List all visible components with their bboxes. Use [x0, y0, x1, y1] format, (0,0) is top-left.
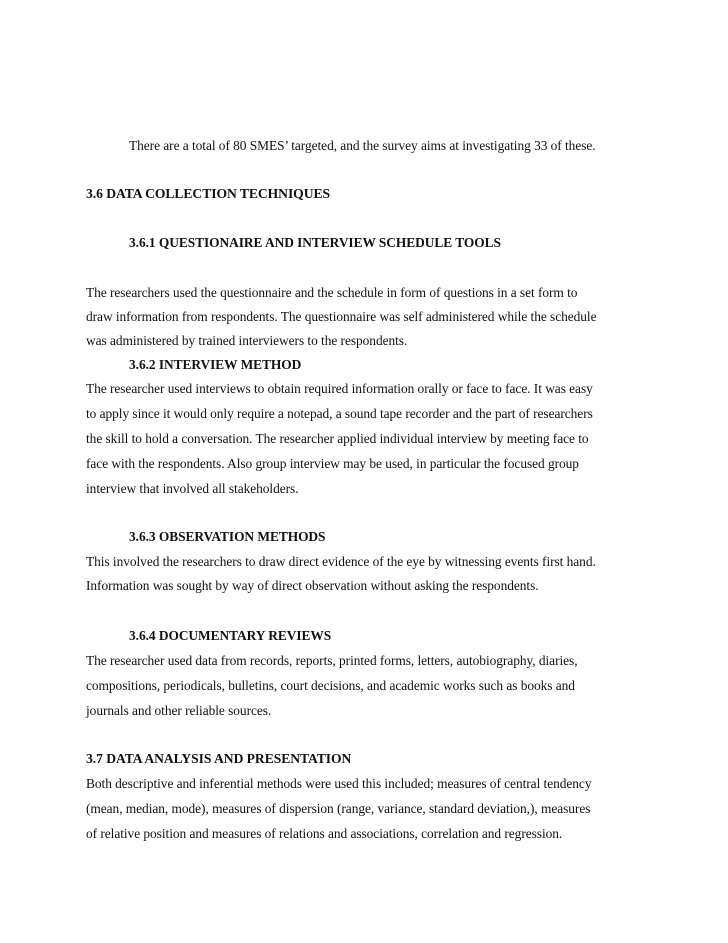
- paragraph-line: journals and other reliable sources.: [86, 703, 272, 718]
- paragraph-line: interview that involved all stakeholders.: [86, 481, 299, 496]
- paragraph-line: (mean, median, mode), measures of dispersion (range, variance, standard deviation,), measures: [86, 801, 591, 816]
- paragraph-line: Information was sought by way of direct observation without asking the respondents.: [86, 578, 539, 593]
- section-3-6-heading: 3.6 DATA COLLECTION TECHNIQUES: [86, 186, 330, 201]
- paragraph-line: The researcher used interviews to obtain required information orally or face to face. It was easy: [86, 381, 593, 396]
- paragraph-line: to apply since it would only require a notepad, a sound tape recorder and the part of researchers: [86, 406, 593, 421]
- section-3-7-heading: 3.7 DATA ANALYSIS AND PRESENTATION: [86, 751, 352, 766]
- paragraph-line: the skill to hold a conversation. The researcher applied individual interview by meeting face to: [86, 431, 589, 446]
- subsection-3-6-3-heading: 3.6.3 OBSERVATION METHODS: [129, 529, 326, 544]
- paragraph-line: was administered by trained interviewers to the respondents.: [86, 333, 408, 348]
- paragraph-line: compositions, periodicals, bulletins, court decisions, and academic works such as books and: [86, 678, 575, 693]
- paragraph-line: The researcher used data from records, reports, printed forms, letters, autobiography, diaries,: [86, 653, 578, 668]
- paragraph-line: The researchers used the questionnaire and the schedule in form of questions in a set form to: [86, 285, 578, 300]
- subsection-3-6-2-heading: 3.6.2 INTERVIEW METHOD: [129, 357, 302, 372]
- paragraph-line: of relative position and measures of relations and associations, correlation and regression.: [86, 826, 563, 841]
- intro-text: There are a total of 80 SMES’ targeted, and the survey aims at investigating 33 of these.: [129, 138, 596, 153]
- paragraph-line: face with the respondents. Also group interview may be used, in particular the focused group: [86, 456, 579, 471]
- paragraph-line: This involved the researchers to draw direct evidence of the eye by witnessing events first hand.: [86, 554, 596, 569]
- paragraph-line: draw information from respondents. The questionnaire was self administered while the schedule: [86, 309, 597, 324]
- paragraph-line: Both descriptive and inferential methods were used this included; measures of central tendency: [86, 776, 592, 791]
- subsection-3-6-1-heading: 3.6.1 QUESTIONAIRE AND INTERVIEW SCHEDULE TOOLS: [129, 235, 501, 250]
- subsection-3-6-4-heading: 3.6.4 DOCUMENTARY REVIEWS: [129, 628, 332, 643]
